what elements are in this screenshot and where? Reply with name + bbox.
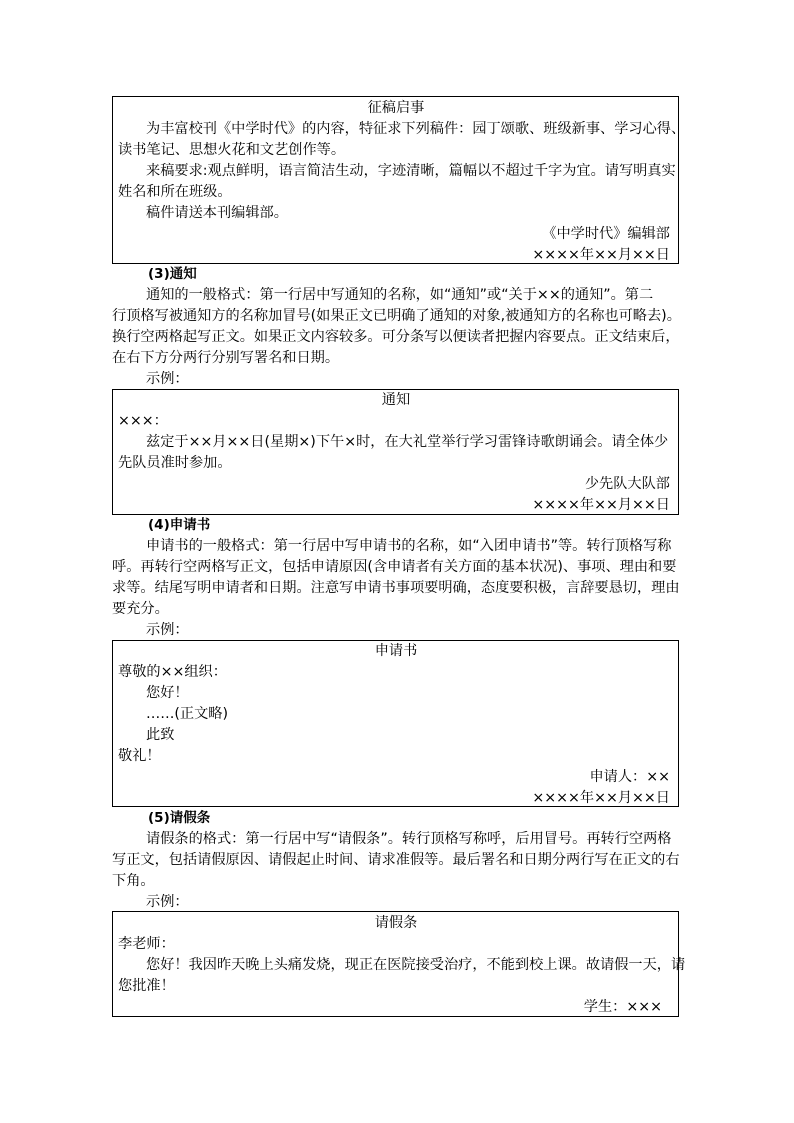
section-notice-format [112, 264, 679, 390]
box-title: 征稿启事 [367, 100, 425, 116]
greeting: ×××： [118, 413, 168, 429]
paragraph-line: 请假条的格式：第一行居中写“请假条”。转行顶格写称呼，后用冒号。再转行空两格 [146, 831, 672, 847]
closing-line: 此致 [146, 727, 175, 743]
paragraph-line: 写正文，包括请假原因、请假起止时间、请求准假等。最后署名和日期分两行写在正文的右 [112, 852, 680, 868]
text-line: 姓名和所在班级。 [118, 184, 232, 200]
text-line: 兹定于××月××日(星期×)下午×时，在大礼堂举行学习雷锋诗歌朗诵会。请全体少 [146, 434, 669, 450]
section-application-format [112, 515, 679, 641]
text-line: 稿件请送本刊编辑部。 [146, 205, 288, 221]
date: ××××年××月××日 [532, 497, 670, 513]
text-line: 读书笔记、思想火花和文艺创作等。 [118, 142, 346, 158]
leave-example-box [112, 911, 686, 1017]
paragraph-line: 申请书的一般格式：第一行居中写申请书的名称，如“入团申请书”等。转行顶格写称 [146, 538, 672, 554]
signature: 学生：××× [583, 999, 662, 1015]
example-label: 示例： [146, 894, 189, 910]
text-line: 您批准！ [118, 978, 175, 994]
text-line: 来稿要求:观点鲜明，语言简洁生动，字迹清晰，篇幅以不超过千字为宜。请写明真实 [146, 163, 676, 179]
example-label: 示例： [146, 622, 189, 638]
hello-line: 您好！ [146, 685, 189, 701]
body-line: ……(正文略) [146, 706, 229, 722]
paragraph-line: 通知的一般格式：第一行居中写通知的名称，如“通知”或“关于××的通知”。第二 [146, 287, 654, 303]
signature: 少先队大队部 [584, 476, 670, 492]
signature: 《中学时代》编辑部 [542, 226, 670, 242]
paragraph-line: 呼。再转行空两格写正文，包括申请原因(含申请者有关方面的基本状况)、事项、理由和要 [112, 559, 677, 575]
paragraph-line: 在右下方分两行分别写署名和日期。 [112, 350, 340, 366]
paragraph-line: 换行空两格起写正文。如果正文内容较多。可分条写以便读者把握内容要点。正文结束后， [112, 329, 680, 345]
section-heading: (4)申请书 [148, 517, 211, 533]
section-heading: (5)请假条 [148, 810, 211, 826]
date: ××××年××月××日 [532, 790, 670, 806]
box-title: 请假条 [374, 915, 418, 931]
paragraph-line: 求等。结尾写明申请者和日期。注意写申请书事项要明确，态度要积极，言辞要恳切，理由 [112, 580, 680, 596]
text-line: 您好！我因昨天晚上头痛发烧，现正在医院接受治疗，不能到校上课。故请假一天，请 [146, 957, 686, 973]
notice-example-box [112, 389, 679, 515]
paragraph-line: 下角。 [112, 873, 155, 889]
text-line: 先队员准时参加。 [118, 455, 232, 471]
greeting: 尊敬的××组织： [118, 664, 227, 680]
section-leave-format [112, 808, 679, 913]
paragraph-line: 要充分。 [112, 601, 169, 617]
application-example-box [112, 640, 679, 807]
signature: 申请人：×× [589, 769, 670, 785]
text-line: 为丰富校刊《中学时代》的内容，特征求下列稿件：园丁颂歌、班级新事、学习心得、 [146, 121, 686, 137]
box-title: 通知 [381, 392, 411, 408]
paragraph-line: 行顶格写被通知方的名称加冒号(如果正文已明确了通知的对象,被通知方的名称也可略去)。 [112, 308, 681, 324]
example-label: 示例： [146, 371, 189, 387]
box-title: 申请书 [374, 643, 418, 659]
closing-line: 敬礼！ [118, 748, 161, 764]
date: ××××年××月××日 [532, 247, 670, 263]
call-for-papers-box [112, 96, 686, 264]
greeting: 李老师： [118, 936, 175, 952]
section-heading: (3)通知 [148, 266, 197, 282]
